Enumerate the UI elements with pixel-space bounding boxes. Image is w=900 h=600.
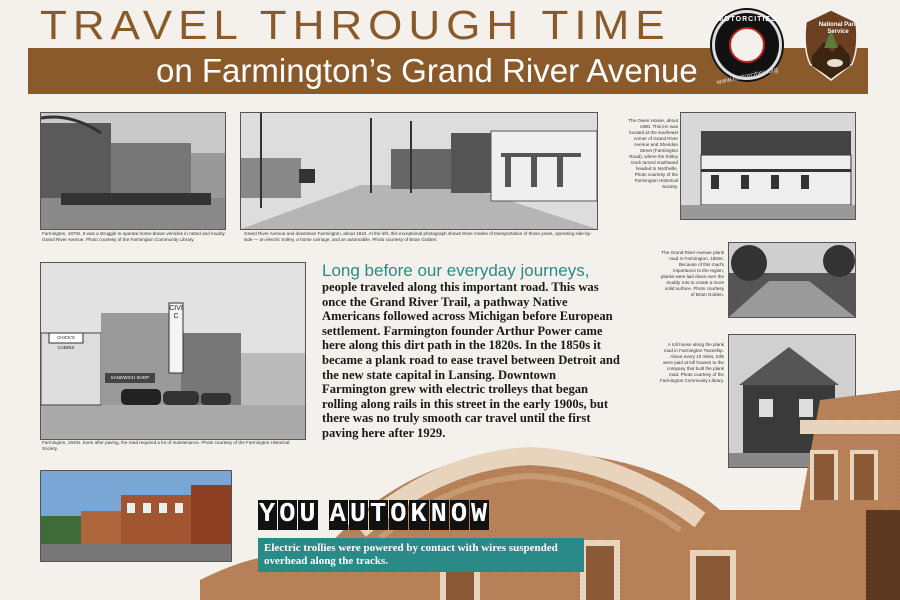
caption-owen-house: The Owen House, about 1900. This inn was located at the southeast corner of Grand River Avenue and Sheridan Street (Farmington Road), where the trolley track turned southward headed to Northville. Photo courtesy of the Farmington Historical Society. — [628, 118, 678, 189]
caption-1940s: Farmington, 1940s. Even after paving, the road required a lot of maintenance. Photo courtesy of the Farmington Historical Society. — [42, 440, 290, 451]
yak-letter: U — [299, 500, 317, 530]
photo-farmington-1870s — [40, 112, 226, 230]
motorcities-url: www.motorcities.org — [715, 66, 779, 87]
caption-1910: Grand River Avenue and downtown Farmington, about 1910. At the left, this exceptional photograph shows three modes of transportation of those years, operating side-by-side — an electric trolley, a horse carriage, and an automobile. Photo courtesy of Brian Golden. — [244, 231, 592, 242]
main-body-text: people traveled along this important road. This was once the Grand River Trail, a pathway Native Americans followed across Michigan before European settlement. Farmington founder Arthur Power came here along this dirt path in the 1820s. In the 1850s it became a plank road to ease travel between Detroit and the new state capital in Lansing. Downtown Farmington grew with electric trolleys that began rolling along rails in this street in the early 1900s, but there was no truly smooth car travel until the first paving here after 1929. — [322, 280, 620, 440]
title-line-1: TRAVEL THROUGH TIME — [40, 3, 671, 49]
yak-letter: W — [471, 500, 489, 530]
photo-plank-road-image — [729, 243, 855, 317]
yak-letter: O — [390, 500, 408, 530]
photo-1870s-image — [41, 113, 225, 229]
motorcities-gauge-icon — [729, 27, 765, 63]
sign-civic: CIVIC — [169, 305, 183, 320]
yak-letter: O — [279, 500, 297, 530]
you-auto-know-title — [258, 500, 490, 530]
yak-letter: K — [410, 500, 428, 530]
yak-letter: U — [349, 500, 368, 530]
nps-logo-text: National Park Service — [818, 22, 858, 35]
photo-owen-house — [680, 112, 856, 220]
yak-letter: N — [430, 500, 448, 530]
caption-1870s: Farmington, 1870s. It was a struggle to operate horse-drawn vehicles in rutted and muddy Grand River Avenue. Photo courtesy of the Farmington Community Library. — [42, 231, 225, 242]
caption-plank-road: The Grand River Avenue plank road in Farmington, 1850s. Because of this road's importance to the region, planks were laid down over the muddy ruts to create a more solid surface. Photo courtesy of Brian Golden. — [660, 250, 724, 297]
sign-chicks-cabins: CHICK'S CABINS — [57, 335, 75, 350]
yak-letter: Y — [259, 500, 277, 530]
motorcities-logo-text: MOTORCITIES — [717, 16, 777, 23]
title-line-2: on Farmington’s Grand River Avenue — [156, 52, 698, 89]
main-heading: Long before our everyday journeys, — [322, 261, 590, 280]
nps-arrowhead-logo — [802, 8, 860, 82]
fact-box: Electric trollies were powered by contact with wires suspended overhead along the tracks. — [258, 538, 584, 572]
yak-letter: O — [450, 500, 469, 530]
yak-letter: T — [370, 500, 388, 530]
caption-toll-house: A toll house along the plank road in Farmington Township. About every 10 miles, tolls were paid at toll houses to the company that built the plank road. Photo courtesy of the Farmington Community Library. — [660, 342, 724, 383]
photo-owen-house-image — [681, 113, 855, 219]
photo-grand-river-1910 — [240, 112, 598, 230]
photo-1910-image — [241, 113, 597, 229]
yak-letter: A — [329, 500, 347, 530]
photo-plank-road — [728, 242, 856, 318]
sign-sandwich-shop: SANDWICH SHOP — [110, 375, 150, 380]
